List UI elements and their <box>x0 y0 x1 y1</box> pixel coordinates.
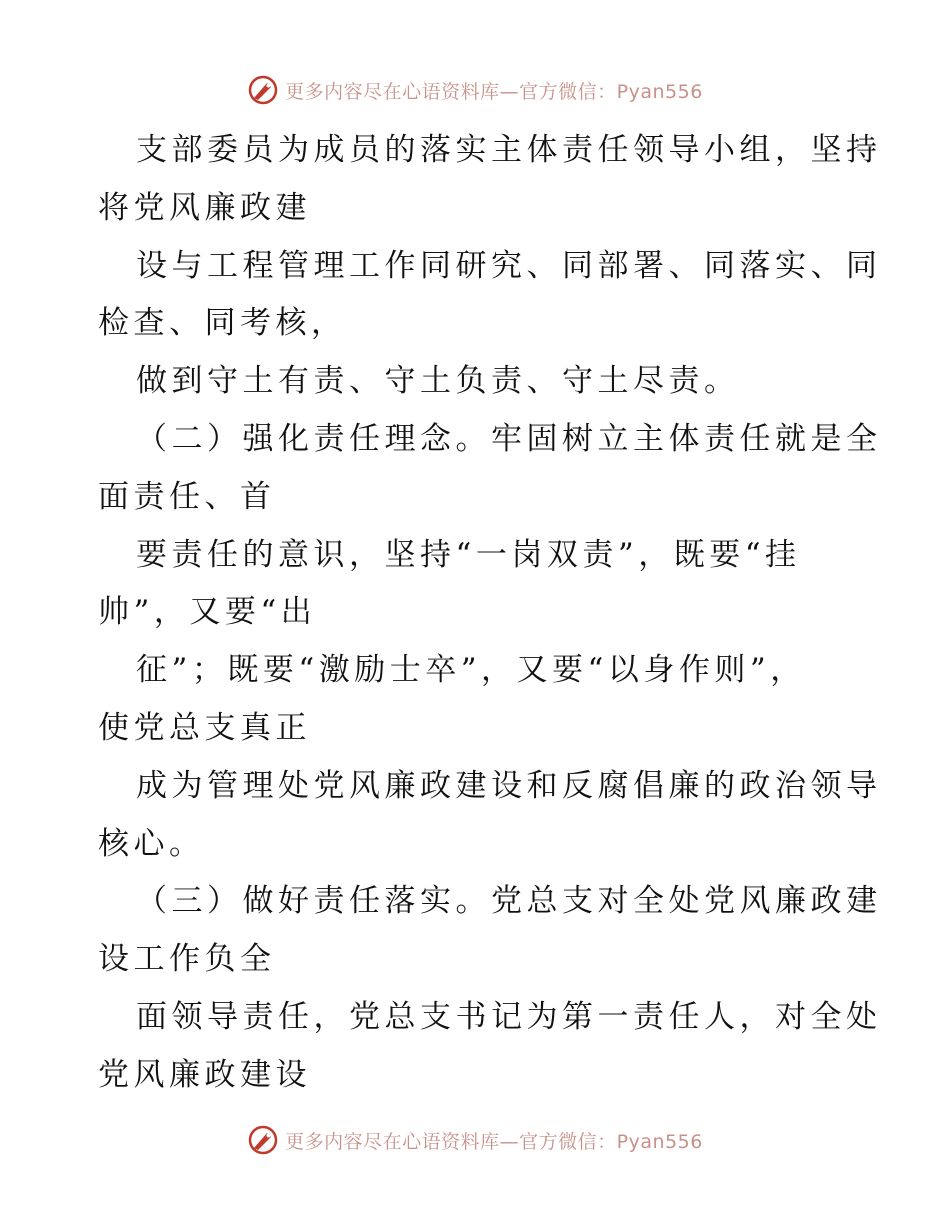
body-line: 要责任的意识，坚持“一岗双责”，既要“挂 <box>136 536 801 573</box>
body-line: 核心。 <box>98 825 205 862</box>
body-line: （二）强化责任理念。牢固树立主体责任就是全 <box>136 420 882 457</box>
pen-nib-logo-icon <box>247 1124 279 1156</box>
body-line: 检查、同考核， <box>98 305 347 342</box>
body-line: 面领导责任，党总支书记为第一责任人，对全处 <box>136 998 882 1035</box>
document-body <box>98 122 882 1105</box>
body-line: 使党总支真正 <box>98 709 311 746</box>
body-line: 做到守土有责、守土负责、守土尽责。 <box>136 363 740 400</box>
pen-nib-logo-icon <box>247 74 279 106</box>
header-banner-text: 更多内容尽在心语资料库—官方微信：Pyan556 <box>285 80 703 103</box>
body-line: 将党风廉政建 <box>98 189 311 226</box>
body-line: 征”；既要“激励士卒”，又要“以身作则”， <box>136 652 806 689</box>
body-line: 党风廉政建设 <box>98 1056 311 1093</box>
footer-banner <box>0 1122 950 1158</box>
body-line: 面责任、首 <box>98 478 276 515</box>
body-line: 设工作负全 <box>98 941 276 978</box>
body-line: 帅”，又要“出 <box>98 594 317 631</box>
body-line: （三）做好责任落实。党总支对全处党风廉政建 <box>136 883 882 920</box>
body-line: 设与工程管理工作同研究、同部署、同落实、同 <box>136 247 882 284</box>
header-banner <box>0 72 950 108</box>
body-line: 成为管理处党风廉政建设和反腐倡廉的政治领导 <box>136 767 882 804</box>
body-line: 支部委员为成员的落实主体责任领导小组，坚持 <box>136 132 882 168</box>
footer-banner-text: 更多内容尽在心语资料库—官方微信：Pyan556 <box>285 1130 703 1153</box>
